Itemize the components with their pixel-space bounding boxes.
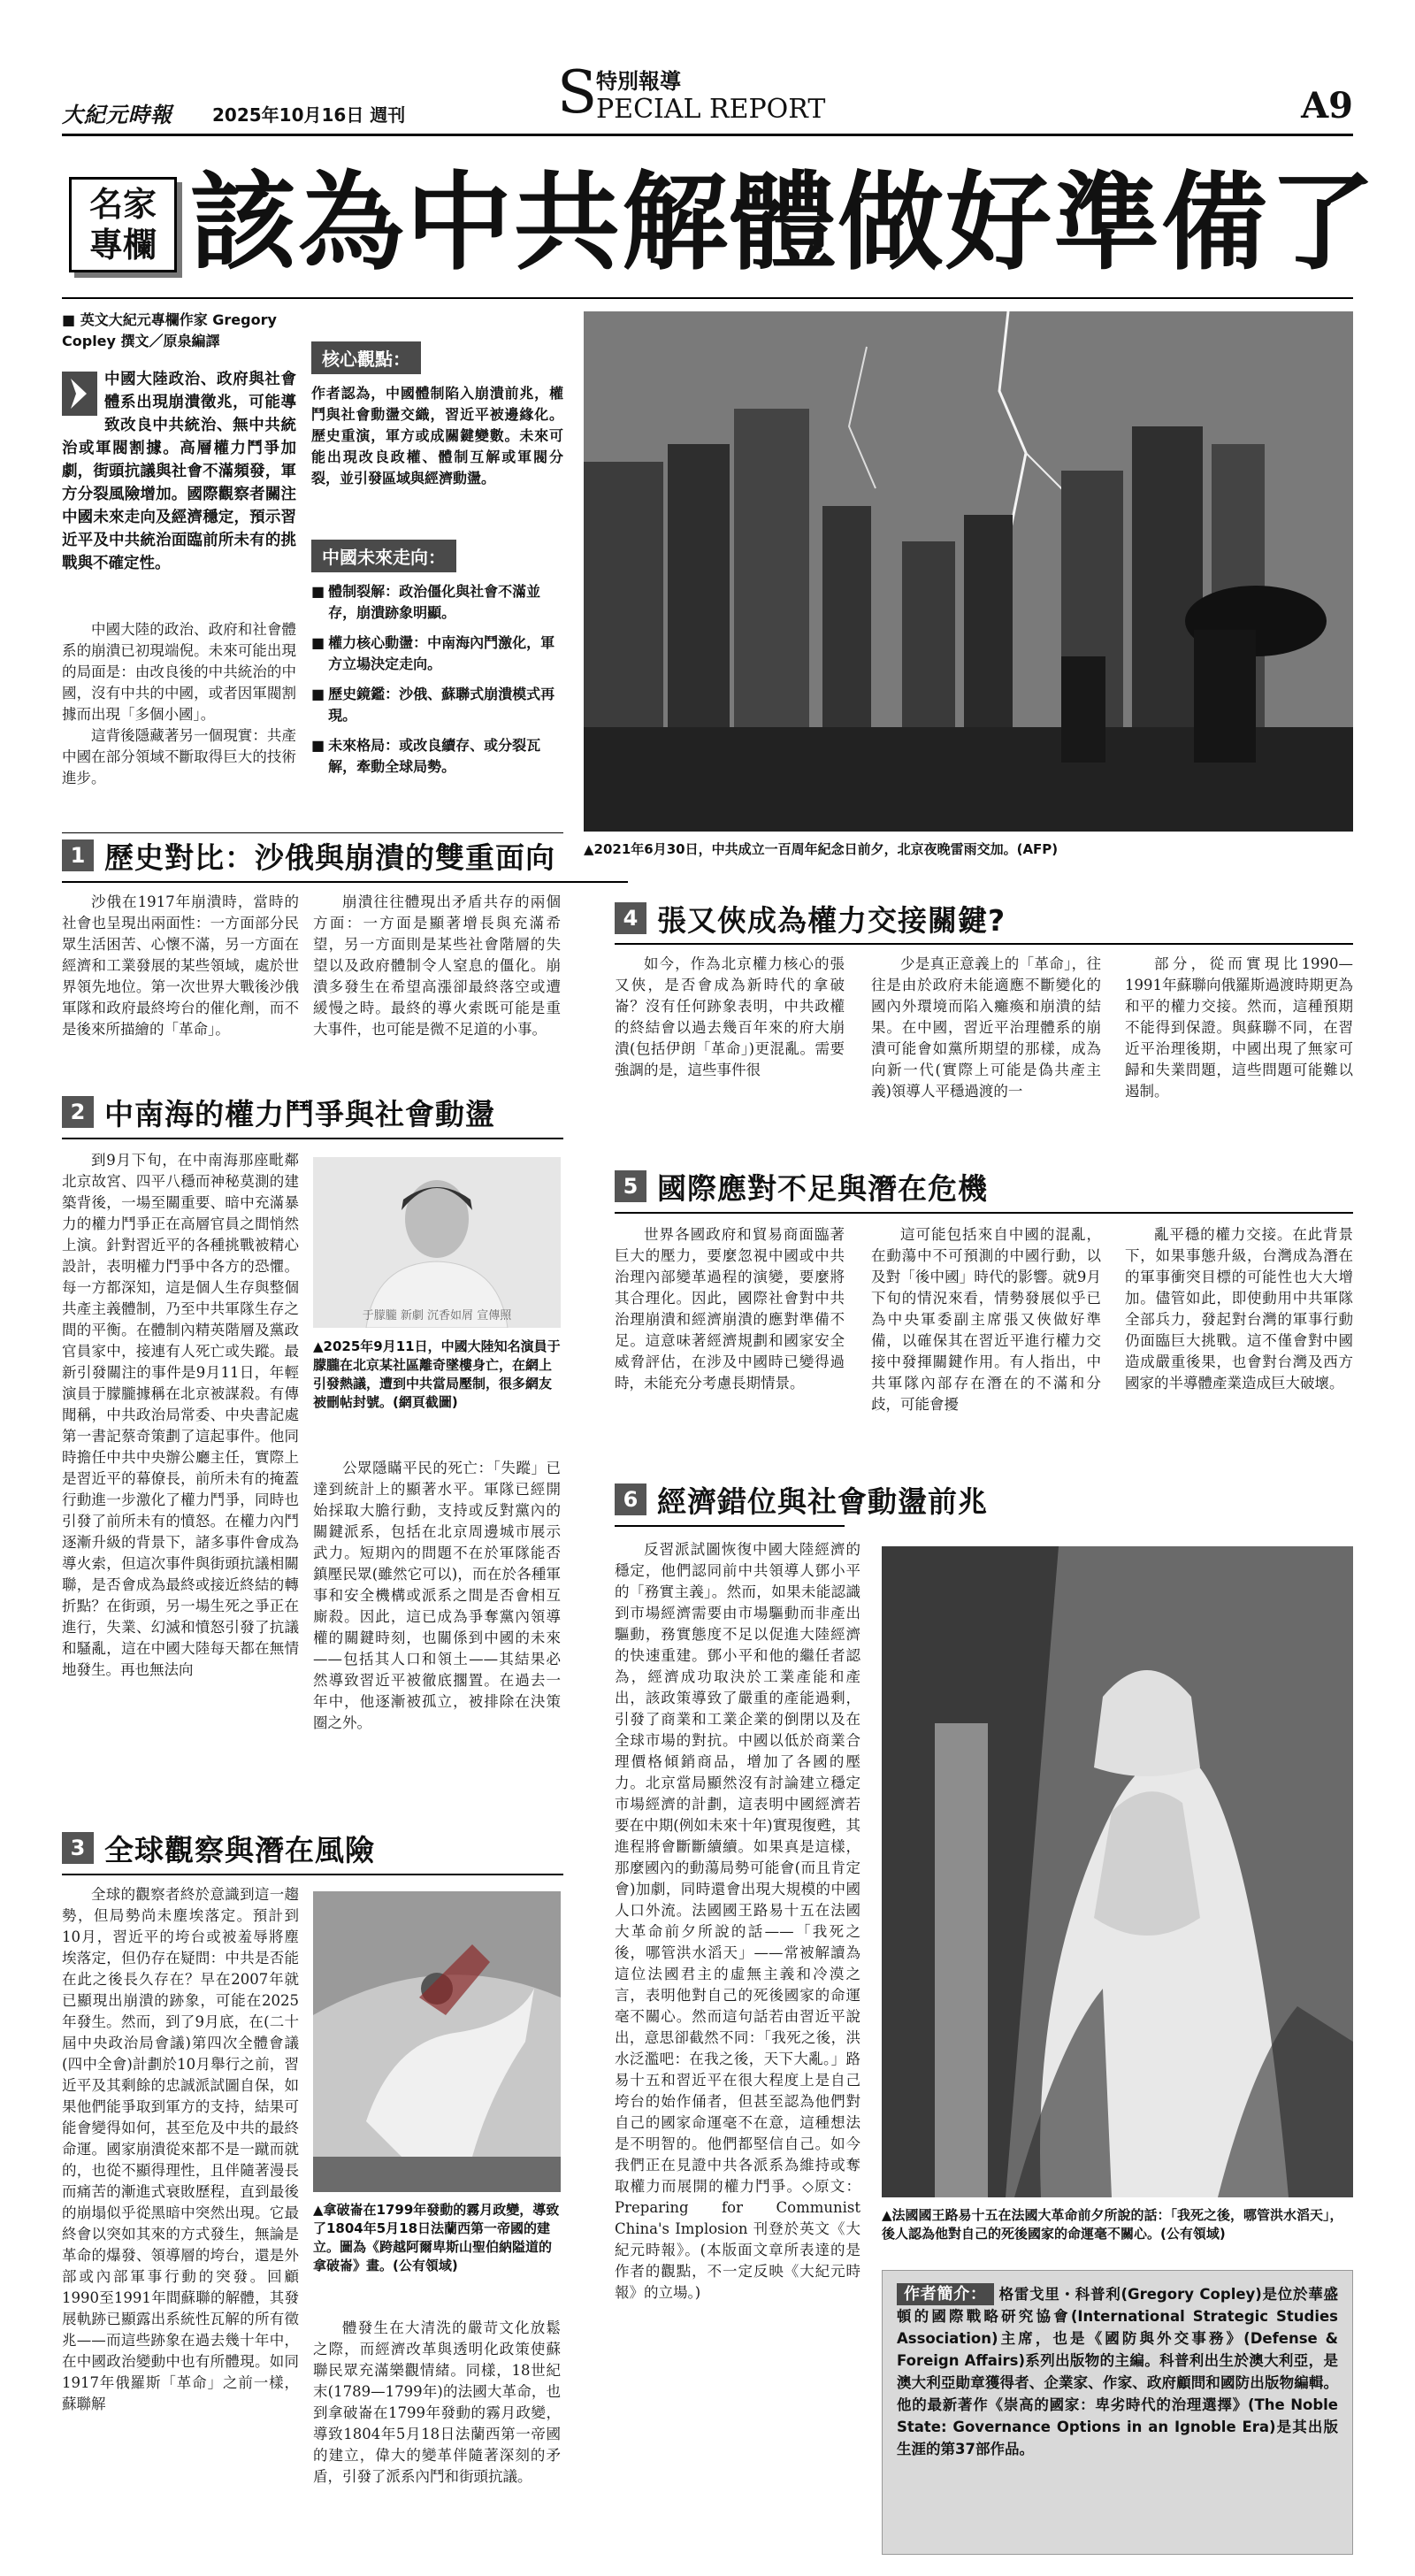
section-1-title: 歷史對比：沙俄與崩潰的雙重面向 bbox=[104, 840, 555, 875]
section-3-title: 全球觀察與潛在風險 bbox=[104, 1832, 375, 1867]
badge-line1: 名家 bbox=[88, 185, 157, 224]
section-2-col1: 到9月下旬，在中南海那座毗鄰北京故宮、四平八穩而神秘莫測的建築背後，一場至關重要、暗中充滿暴力的權力鬥爭正在高層官員之間悄然上演。針對習近平的各種挑戰被精心設計，表明權力鬥爭中各方的恐懼。每一方都深知，這是個人生存與整個共產主義體制，乃至中共軍隊生存之間的平衡。在體制內精英階層及黨政官員家中，接連有人死亡或失蹤。最新引發關注的事件是9月11日，年輕演員于朦朧據稱在北京被謀殺。有傳聞稱，中共政治局常委、中央書記處第一書記蔡奇策劃了這起事件。他同時擔任中共中央辦公廳主任，實際上是習近平的幕僚長，前所未有的掩蓋行動進一步激化了權力鬥爭，同時也引發了前所未有的憤怒。在權力內鬥逐漸升級的背景下，諸多事件會成為導火索，但這次事件與街頭抗議相關聯，是否會成為最終或接近終結的轉折點？在街頭，另一場生死之爭正在進行，失業、幻滅和憤怒引發了抗議和騷亂，這在中國大陸每天都在無情地發生。再也無法向 bbox=[62, 1152, 299, 1678]
intro-para: 中國大陸的政治、政府和社會體系的崩潰已初現端倪。未來可能出現的局面是：由改良後的中共統治的中國，沒有中共的中國，或者因軍閥割據而出現「多個小國」。 bbox=[62, 621, 296, 723]
section-4-underline bbox=[615, 943, 1353, 945]
section-2-underline bbox=[62, 1138, 563, 1139]
future-item: ■ 體制裂解：政治僵化與社會不滿並存，崩潰跡象明顯。 bbox=[311, 583, 541, 621]
section-3-heading bbox=[62, 1826, 375, 1870]
photo-actor bbox=[313, 1157, 561, 1328]
chevron-right-icon bbox=[62, 372, 97, 416]
future-title: 中國未來走向： bbox=[311, 540, 456, 572]
core-view-box bbox=[311, 341, 563, 489]
section-6-underline bbox=[615, 1525, 845, 1527]
photo-napoleon-caption: ▲拿破崙在1799年發動的霧月政變，導致了1804年5月18日法蘭西第一帝國的建立。圖為《跨越阿爾卑斯山聖伯納隘道的拿破崙》畫。(公有領域) bbox=[313, 2202, 560, 2273]
section-cn: 特別報導 bbox=[596, 69, 681, 94]
section-4-col3: 部分，從而實現比1990—1991年蘇聯向俄羅斯過渡時期更為和平的權力交接。然而，這種預期不能得到保證。與蘇聯不同，在習近平治理後期，中國出現了無家可歸和失業問題，這些問題可能難以遏制。 bbox=[1125, 955, 1353, 1100]
main-photo-beijing-storm bbox=[584, 311, 1353, 832]
photo-louis-xv bbox=[882, 1546, 1353, 2197]
photo-louis-xv-caption: ▲法國國王路易十五在法國大革命前夕所說的話：「我死之後，哪管洪水滔天」，後人認為他對自己的死後國家的命運毫不關心。(公有領域) bbox=[882, 2207, 1343, 2242]
louis-xv-portrait-illustration bbox=[882, 1546, 1353, 2197]
issue-date: 2025年10月16日 週刊 bbox=[212, 104, 406, 126]
section-6-number: 6 bbox=[615, 1484, 646, 1515]
badge-line2: 專欄 bbox=[88, 226, 157, 264]
column-badge bbox=[69, 177, 177, 272]
future-item: ■ 歷史鏡鑑：沙俄、蘇聯式崩潰模式再現。 bbox=[311, 686, 555, 724]
section-5-col3: 亂平穩的權力交接。在此背景下，如果事態升級，台灣成為潛在的軍事衝突目標的可能性也大大增加。儘管如此，即使動用中共軍隊全部兵力，發起對台灣的軍事行動仍面臨巨大挑戰。這不僅會對中國造成嚴重後果，也會對台灣及西方國家的半導體產業造成巨大破壞。 bbox=[1125, 1226, 1353, 1392]
intro-text bbox=[62, 619, 296, 789]
masthead-rule bbox=[62, 134, 1353, 136]
future-item: ■ 權力核心動盪：中南海內鬥激化，軍方立場決定走向。 bbox=[311, 634, 555, 672]
actor-portrait-illustration bbox=[313, 1157, 561, 1328]
section-4-number: 4 bbox=[615, 902, 646, 934]
photo-actor-overlay: 于朦朧 新劇 沉香如屑 宣傳照 bbox=[362, 1309, 512, 1322]
byline: ■ 英文大紀元專欄作家 Gregory Copley 撰文／原泉編譯 bbox=[62, 311, 277, 349]
newspaper-logo: 大紀元時報 bbox=[62, 102, 172, 127]
photo-actor-caption: ▲2025年9月11日，中國大陸知名演員于朦朧在北京某社區離奇墜樓身亡，在網上引發熱議，遭到中共當局壓制，很多網友被刪帖封號。(網頁截圖) bbox=[313, 1338, 561, 1410]
future-box bbox=[311, 540, 563, 778]
section-5-col2: 這可能包括來自中國的混亂，在動蕩中不可預測的中國行動，以及對「後中國」時代的影響。就9月下旬的情況來看，情勢發展似乎已為中央軍委副主席張又俠做好準備，以確保其在習近平進行權力交接中發揮關鍵作用。有人指出，中共軍隊內部存在潛在的不滿和分歧，可能會擾 bbox=[871, 1226, 1101, 1413]
section-label bbox=[557, 58, 937, 126]
section-4-heading bbox=[615, 896, 1006, 940]
section-5-underline bbox=[615, 1212, 1353, 1214]
section-5-heading bbox=[615, 1164, 988, 1208]
section-6-col1: 反習派試圖恢復中國大陸經濟的穩定，他們認同前中共領導人鄧小平的「務實主義」。然而，如果未能認識到市場經濟需要由市場驅動而非產出驅動，務實態度不足以促進大陸經濟的快速重建。鄧小平和他的繼任者認為，經濟成功取決於工業產能和產出，該政策導致了嚴重的產能過剩，引發了商業和工業企業的倒閉以及在全球市場的對抗。中國以低於商業合理價格傾銷商品，增加了各國的壓力。北京當局顯然沒有討論建立穩定市場經濟的計劃，這表明中國經濟若要在中期(例如未來十年)實現復甦，其進程將會斷斷續續。如果真是這樣，那麼國內的動蕩局勢可能會(而且肯定會)加劇，同時還會出現大規模的中國人口外流。法國國王路易十五在法國大革命前夕所說的話——「我死之後，哪管洪水滔天」——常被解讀為這位法國君主的虛無主義和冷漠之言，表明他對自己的死後國家的命運毫不關心。然而這句話若由習近平說出，意思卻截然不同：「我死之後，洪水泛濫吧：在我之後，天下大亂。」路易十五和習近平在很大程度上是自己垮台的始作俑者，但甚至認為他們對自己的國家命運毫不在意，這種想法是不明智的。他們都堅信自己。如今我們正在見證中共各派系為維持或奪取權力而展開的權力鬥爭。◇原文：Preparing for Communist China's Implosion 刊登於英文《大紀元時報》。(本版面文章所表達的是作者的觀點，不一定反映《大紀元時報》的立場。) bbox=[615, 1541, 860, 2301]
section-6-heading bbox=[615, 1477, 988, 1522]
section-6-title: 經濟錯位與社會動盪前兆 bbox=[657, 1484, 988, 1519]
headline-title: 該為中共解體做好準備了 bbox=[190, 162, 1377, 285]
section-1-underline bbox=[62, 881, 628, 883]
lead-text: 中國大陸政治、政府與社會體系出現崩潰徵兆，可能導致改良中共統治、無中共統治或軍閥割據。高層權力鬥爭加劇，街頭抗議與社會不滿頻發，軍方分裂風險增加。國際觀察者關注中國未來走向及經濟穩定，預示習近平及中共統治面臨前所未有的挑戰與不確定性。 bbox=[62, 371, 296, 572]
section-3-col1: 全球的觀察者終於意識到這一趨勢，但局勢尚未塵埃落定。預計到10月，習近平的垮台或被羞辱將塵埃落定，但仍存在疑問：中共是否能在此之後長久存在？早在2007年就已顯現出崩潰的跡象，可能在2025年發生。然而，到了9月底，在(二十屆中央政治局會議)第四次全體會議(四中全會)計劃於10月舉行之前，習近平及其剩餘的忠誠派試圖自保，如果他們能爭取到軍方的支持，結果可能會變得如何，甚至危及中共的最終命運。國家崩潰從來都不是一蹴而就的，也從不顯得理性，且伴隨著漫長而痛苦的漸進式衰敗歷程，直到最後的崩塌似乎從黑暗中突然出現。它最終會以突如其來的方式發生，無論是革命的爆發、領導層的垮台，還是外部或內部軍事行動的突發。回顧1990至1991年間蘇聯的解體，其發展軌跡已顯露出系統性瓦解的所有徵兆——而這些跡象在過去幾十年中，在中國政治變動中也有所體現。如同1917年俄羅斯「革命」之前一樣，蘇聯解 bbox=[62, 1886, 299, 2412]
section-2-heading bbox=[62, 1090, 495, 1134]
lead-paragraph bbox=[62, 368, 296, 575]
section-4-col1: 如今，作為北京權力核心的張又俠，是否會成為新時代的拿破崙？沒有任何跡象表明，中共政權的終結會以過去幾百年來的府大崩潰(包括伊朗「革命」)更混亂。需要強調的是，這些事件很 bbox=[615, 955, 845, 1078]
section-5-col1: 世界各國政府和貿易商面臨著巨大的壓力，要麼忽視中國或中共治理內部變革過程的演變，要麼將其合理化。因此，國際社會對中共治理崩潰和經濟崩潰的應對準備不足。這意味著經濟規劃和國家安全威脅評估，在涉及中國時已變得過時，未能充分考慮長期情景。 bbox=[615, 1226, 845, 1392]
section-4-title: 張又俠成為權力交接關鍵? bbox=[657, 902, 1006, 938]
section-4-col2: 少是真正意義上的「革命」，往往是由於政府未能適應不斷變化的國內外環境而陷入癱瘓和崩潰的結果。在中國，習近平治理體系的崩潰可能會如黨所期望的那樣，成為向新一代(實際上可能是偽共產主義)領導人平穩過渡的一 bbox=[871, 955, 1101, 1100]
masthead bbox=[62, 19, 1353, 126]
section-3-underline bbox=[62, 1874, 563, 1875]
section-en: PECIAL REPORT bbox=[596, 94, 826, 125]
section-2-title: 中南海的權力鬥爭與社會動盪 bbox=[104, 1096, 495, 1131]
future-item: ■ 未來格局：或改良續存、或分裂瓦解，牽動全球局勢。 bbox=[311, 737, 541, 775]
intro-para: 這背後隱藏著另一個現實：共產中國在部分領域不斷取得巨大的技術進步。 bbox=[62, 727, 296, 786]
section-3-col2: 體發生在大清洗的嚴苛文化放鬆之際，而經濟改革與透明化政策使蘇聯民眾充滿樂觀情緒。同樣，18世紀末(1789—1799年)的法國大革命，也到拿破崙在1799年發動的霧月政變，導致1804年5月18日法蘭西第一帝國的建立，偉大的變革伴隨著深刻的矛盾，引發了派系內鬥和街頭抗議。 bbox=[313, 2319, 561, 2485]
page-number: A9 bbox=[1301, 85, 1353, 126]
author-text: 格雷戈里・科普利(Gregory Copley)是位於華盛頓的國際戰略研究協會(International Strategic Studies Association)主席，也是《國防與外交事務》(Defense & Foreign Affairs)系列出版物的主編。科普利出生於澳大利亞，是澳大利亞勛章獲得者、企業家、作家、政府顧問和國防出版物編輯。他的最新著作《崇高的國家：卑劣時代的治理選擇》(The Noble State: Governance Options in an Ignoble Era)是其出版生涯的第37部作品。 bbox=[897, 2286, 1338, 2457]
core-view-title: 核心觀點： bbox=[311, 341, 421, 374]
napoleon-painting-illustration bbox=[313, 1891, 561, 2192]
section-1-col1: 沙俄在1917年崩潰時，當時的社會也呈現出兩面性：一方面部分民眾生活困苦、心懷不滿，另一方面在經濟和工業發展的某些領域，處於世界領先地位。第一次世界大戰後沙俄軍隊和政府最終垮台的催化劑，而不是後來所描繪的「革命」。 bbox=[62, 893, 299, 1038]
section-5-title: 國際應對不足與潛在危機 bbox=[657, 1170, 988, 1206]
core-view-text: 作者認為，中國體制陷入崩潰前兆，權鬥與社會動盪交織，習近平被邊緣化。歷史重演，軍方或成關鍵變數。未來可能出現改良政權、體制互解或軍閥分裂，並引發區域與經濟動盪。 bbox=[311, 385, 563, 487]
section-2-number: 2 bbox=[62, 1096, 94, 1128]
section-1-heading bbox=[62, 833, 555, 878]
city-skyline-illustration bbox=[584, 311, 1353, 832]
section-5-number: 5 bbox=[615, 1170, 646, 1202]
author-box bbox=[882, 2270, 1353, 2555]
section-2-col2: 公眾隱瞞平民的死亡：「失蹤」已達到統計上的顯著水平。軍隊已經開始採取大膽行動，支持或反對黨內的關鍵派系，包括在北京周邊城市展示武力。短期內的問題不在於軍隊能否鎮壓民眾(雖然它可以)，而在於各種軍事和安全機構或派系之間是否會相互廝殺。因此，這已成為爭奪黨內領導權的關鍵時刻，也關係到中國的未來——包括其人口和領土——其結果必然導致習近平被徹底擱置。在過去一年中，他逐漸被孤立，被排除在決策圈之外。 bbox=[313, 1460, 561, 1731]
photo-napoleon bbox=[313, 1891, 561, 2192]
author-label: 作者簡介： bbox=[897, 2283, 994, 2305]
section-big-letter: S bbox=[557, 58, 598, 126]
section-1-number: 1 bbox=[62, 840, 94, 871]
main-photo-caption: ▲2021年6月30日，中共成立一百周年紀念日前夕，北京夜晚雷雨交加。(AFP) bbox=[584, 841, 1059, 857]
section-1-col2: 崩潰往往體現出矛盾共存的兩個方面：一方面是顯著增長與充滿希望，另一方面則是某些社會階層的失望以及政府體制令人窒息的僵化。崩潰多發生在希望高漲卻最終落空或遭緩慢之時。最終的導火索既可能是重大事件，也可能是微不足道的小事。 bbox=[313, 893, 561, 1038]
headline-rule bbox=[62, 297, 1353, 299]
section-3-number: 3 bbox=[62, 1832, 94, 1864]
